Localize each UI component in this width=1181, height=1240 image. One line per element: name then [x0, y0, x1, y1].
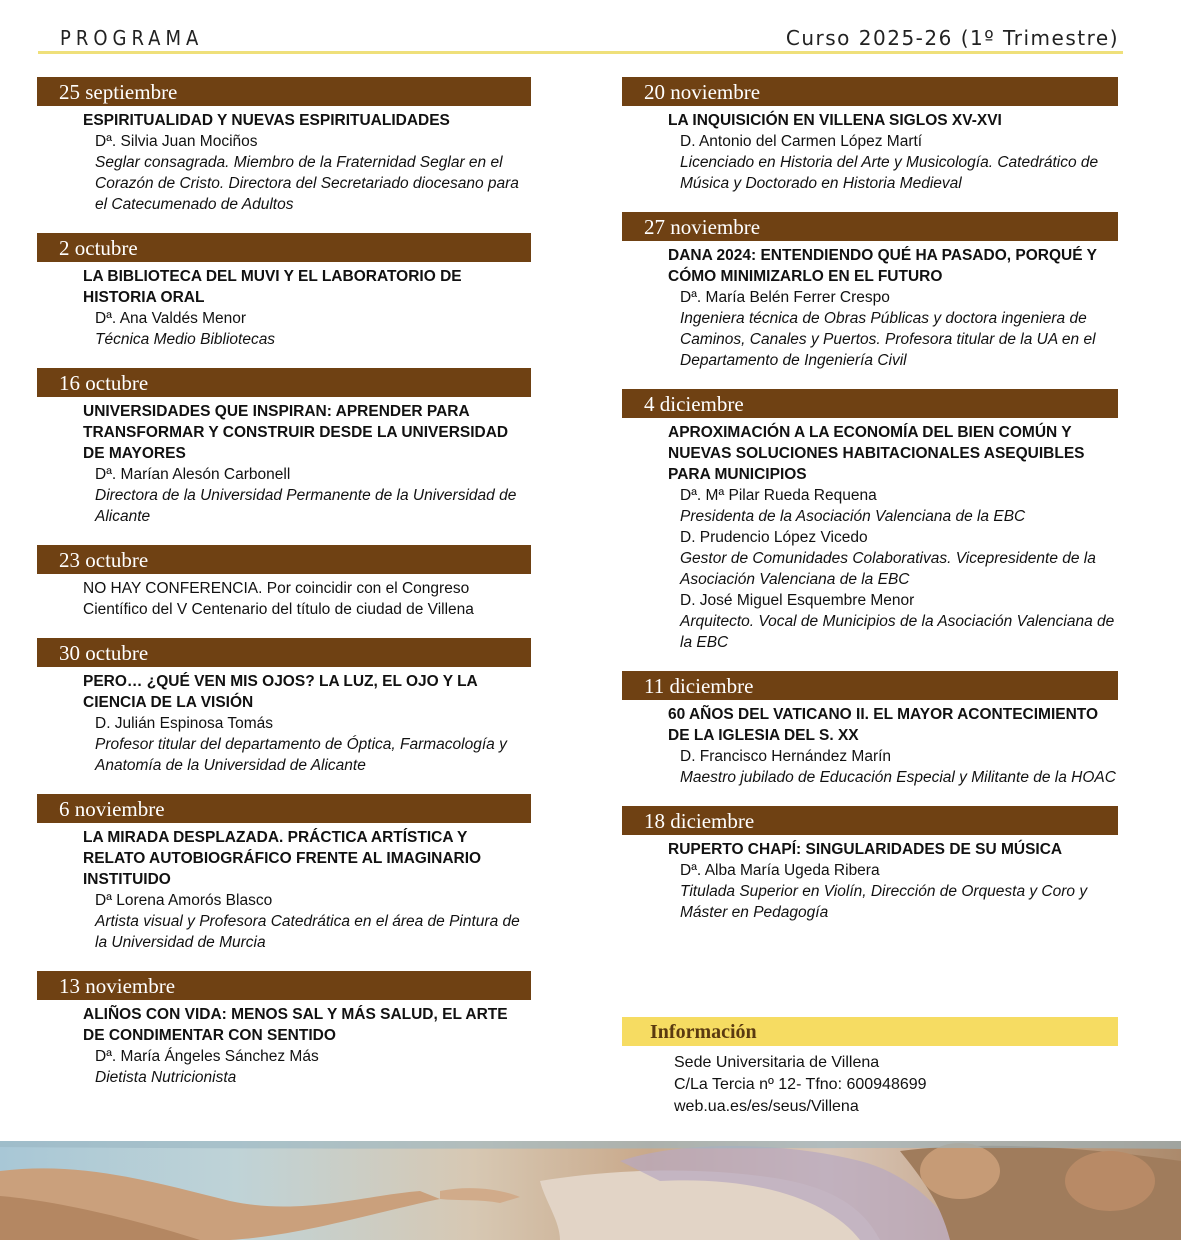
- event-date-band: 13 noviembre: [37, 971, 531, 1000]
- speaker-description: Licenciado en Historia del Arte y Musicología. Catedrático de Música y Doctorado en Historia Medieval: [680, 154, 1099, 192]
- event-speaker: [95, 713, 531, 776]
- speaker-description: Profesor titular del departamento de Óptica, Farmacología y Anatomía de la Universidad de Alicante: [95, 736, 507, 774]
- event-speaker: [680, 746, 1118, 788]
- speaker-name: Dª Lorena Amorós Blasco: [95, 892, 273, 909]
- program-event: [37, 77, 531, 215]
- event-date-band: 20 noviembre: [622, 77, 1118, 106]
- header-rule: [38, 51, 1123, 54]
- event-date-band: 16 octubre: [37, 368, 531, 397]
- speaker-description: Maestro jubilado de Educación Especial y Militante de la HOAC: [680, 769, 1116, 786]
- program-event: [622, 806, 1118, 923]
- speaker-description: Artista visual y Profesora Catedrática en el área de Pintura de la Universidad de Murcia: [95, 913, 520, 951]
- info-box: [622, 1017, 1118, 1118]
- event-speaker: [680, 860, 1118, 923]
- event-notice: NO HAY CONFERENCIA. Por coincidir con el Congreso Científico del V Centenario del título de ciudad de Villena: [83, 580, 474, 618]
- event-title: RUPERTO CHAPÍ: SINGULARIDADES DE SU MÚSICA: [668, 841, 1063, 858]
- speaker-description: Gestor de Comunidades Colaborativas. Vicepresidente de la Asociación Valenciana de la EBC: [680, 550, 1096, 588]
- info-line-web[interactable]: web.ua.es/es/seus/Villena: [674, 1098, 859, 1115]
- event-date-band: 11 diciembre: [622, 671, 1118, 700]
- program-event: [37, 545, 531, 620]
- event-speaker: [95, 890, 531, 953]
- program-event: [37, 638, 531, 776]
- event-date-band: 25 septiembre: [37, 77, 531, 106]
- event-title: ESPIRITUALIDAD Y NUEVAS ESPIRITUALIDADES: [83, 112, 450, 129]
- program-event: [622, 77, 1118, 194]
- speaker-name: D. Antonio del Carmen López Martí: [680, 133, 923, 150]
- page-header: [0, 0, 1181, 56]
- event-date-band: 4 diciembre: [622, 389, 1118, 418]
- event-date-band: 18 diciembre: [622, 806, 1118, 835]
- speaker-name: Dª. Alba María Ugeda Ribera: [680, 862, 880, 879]
- speaker-name: Dª. Mª Pilar Rueda Requena: [680, 487, 877, 504]
- event-date-band: 6 noviembre: [37, 794, 531, 823]
- speaker-name: D. Prudencio López Vicedo: [680, 529, 868, 546]
- header-course-label: Curso 2025-26 (1º Trimestre): [785, 26, 1119, 50]
- event-title: DANA 2024: ENTENDIENDO QUÉ HA PASADO, PORQUÉ Y CÓMO MINIMIZARLO EN EL FUTURO: [668, 247, 1097, 285]
- left-column: [37, 77, 531, 1106]
- event-title: UNIVERSIDADES QUE INSPIRAN: APRENDER PARA TRANSFORMAR Y CONSTRUIR DESDE LA UNIVERSIDAD DE MAYORES: [83, 403, 509, 462]
- info-line-address: C/La Tercia nº 12- Tfno: 600948699: [674, 1076, 927, 1093]
- event-speaker: [680, 527, 1118, 590]
- event-speaker: [680, 131, 1118, 194]
- speaker-name: D. Francisco Hernández Marín: [680, 748, 892, 765]
- event-date-band: 27 noviembre: [622, 212, 1118, 241]
- creation-of-adam-fresco-image: [0, 1141, 1181, 1240]
- event-title: ALIÑOS CON VIDA: MENOS SAL Y MÁS SALUD, EL ARTE DE CONDIMENTAR CON SENTIDO: [83, 1006, 508, 1044]
- event-title: APROXIMACIÓN A LA ECONOMÍA DEL BIEN COMÚN Y NUEVAS SOLUCIONES HABITACIONALES ASEQUIBLES PARA MUNICIPIOS: [668, 424, 1085, 483]
- right-column: [622, 77, 1118, 941]
- event-speaker: [95, 1046, 531, 1088]
- speaker-description: Titulada Superior en Violín, Dirección de Orquesta y Coro y Máster en Pedagogía: [680, 883, 1088, 921]
- info-heading: Información: [622, 1017, 1118, 1046]
- event-speaker: [680, 485, 1118, 527]
- speaker-description: Técnica Medio Bibliotecas: [95, 331, 276, 348]
- event-date-band: 30 octubre: [37, 638, 531, 667]
- event-speaker: [95, 308, 531, 350]
- speaker-description: Directora de la Universidad Permanente de la Universidad de Alicante: [95, 487, 517, 525]
- speaker-description: Dietista Nutricionista: [95, 1069, 237, 1086]
- event-speaker: [95, 131, 531, 215]
- speaker-name: Dª. María Belén Ferrer Crespo: [680, 289, 890, 306]
- event-date-band: 23 octubre: [37, 545, 531, 574]
- speaker-name: Dª. María Ángeles Sánchez Más: [95, 1048, 319, 1065]
- event-title: LA INQUISICIÓN EN VILLENA SIGLOS XV-XVI: [668, 112, 1002, 129]
- speaker-description: Arquitecto. Vocal de Municipios de la Asociación Valenciana de la EBC: [680, 613, 1115, 651]
- event-title: PERO… ¿QUÉ VEN MIS OJOS? LA LUZ, EL OJO Y LA CIENCIA DE LA VISIÓN: [83, 673, 478, 711]
- speaker-description: Ingeniera técnica de Obras Públicas y doctora ingeniera de Caminos, Canales y Puertos. Profesora titular de la UA en el Departamento de Ingeniería Civil: [680, 310, 1096, 369]
- fresco-illustration: [0, 1141, 1181, 1240]
- event-title: LA BIBLIOTECA DEL MUVI Y EL LABORATORIO DE HISTORIA ORAL: [83, 268, 462, 306]
- speaker-name: Dª. Marían Alesón Carbonell: [95, 466, 291, 483]
- event-speaker: [680, 590, 1118, 653]
- event-speaker: [680, 287, 1118, 371]
- speaker-name: D. Julián Espinosa Tomás: [95, 715, 274, 732]
- program-event: [622, 212, 1118, 371]
- info-line-venue: Sede Universitaria de Villena: [674, 1054, 880, 1071]
- event-title: 60 AÑOS DEL VATICANO II. EL MAYOR ACONTECIMIENTO DE LA IGLESIA DEL S. XX: [668, 706, 1099, 744]
- program-event: [37, 368, 531, 527]
- program-event: [622, 671, 1118, 788]
- program-event: [37, 233, 531, 350]
- speaker-name: Dª. Silvia Juan Mociños: [95, 133, 258, 150]
- speaker-description: Presidenta de la Asociación Valenciana de la EBC: [680, 508, 1026, 525]
- header-program-label: PROGRAMA: [60, 26, 204, 50]
- event-speaker: [95, 464, 531, 527]
- program-event: [37, 794, 531, 953]
- program-event: [37, 971, 531, 1088]
- program-event: [622, 389, 1118, 653]
- speaker-description: Seglar consagrada. Miembro de la Fraternidad Seglar en el Corazón de Cristo. Directora del Secretariado diocesano para el Catecumenado de Adultos: [95, 154, 519, 213]
- speaker-name: Dª. Ana Valdés Menor: [95, 310, 247, 327]
- event-date-band: 2 octubre: [37, 233, 531, 262]
- speaker-name: D. José Miguel Esquembre Menor: [680, 592, 915, 609]
- event-title: LA MIRADA DESPLAZADA. PRÁCTICA ARTÍSTICA Y RELATO AUTOBIOGRÁFICO FRENTE AL IMAGINARIO INSTITUIDO: [83, 829, 482, 888]
